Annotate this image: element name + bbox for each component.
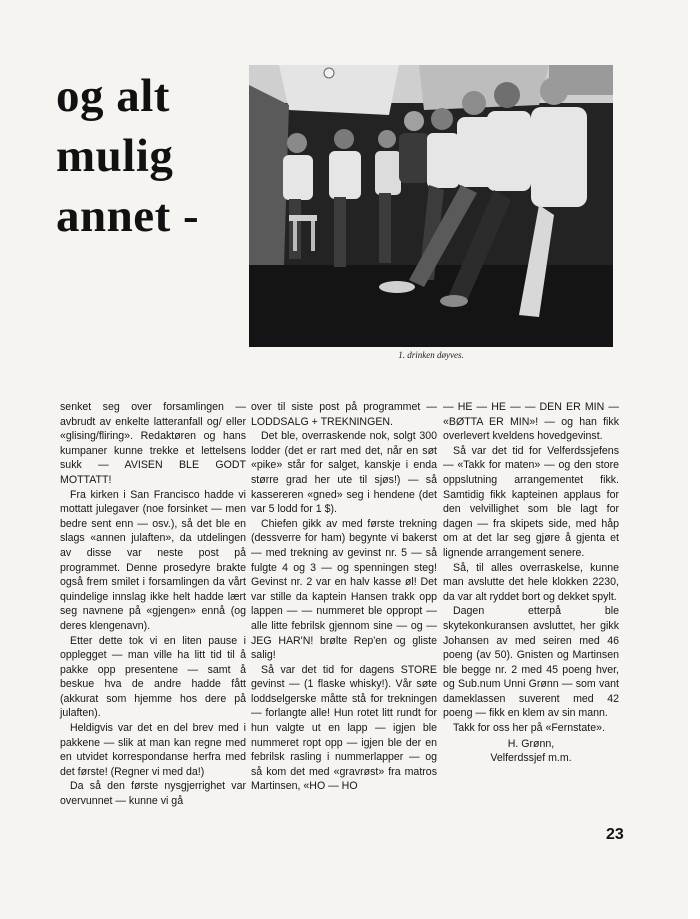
article-column-3 — [443, 400, 619, 766]
crew-photo-image — [249, 65, 613, 347]
paragraph: Så var det tid for dagens STORE gevinst — (1 flaske whisky!). Vår søte loddselgerske måtte stå for trekningen — forlangte alle! Hun rotet litt rundt for hun valgte ut en lapp — igjen ble nummeret ropt opp — igjen ble der en febrilsk rasling i nummerlapper — og så kom det med «gravrøst» fra matros Martinsen, «HO — HO — [251, 663, 437, 793]
paragraph: Dagen etterpå ble skytekonkuransen avsluttet, her gikk Johansen av med seiren med 46 poeng (av 50). Gnisten og Martinsen ble begge nr. 2 med 45 poeng hver, og Sub.num Unni Grønn — som vant dameklassen suverent med 42 poeng — fikk en klem av sin mann. — [443, 605, 619, 720]
paragraph: over til siste post på programmet — LODDSALG + TREKNINGEN. — [251, 401, 437, 428]
article-column-2 — [251, 400, 437, 794]
article-headline — [56, 66, 236, 246]
headline-line-2: mulig — [56, 130, 174, 182]
page-edge — [688, 0, 700, 919]
paragraph: — HE — HE — — DEN ER MIN — «BØTTA ER MIN»! — og han fikk overlevert kveldens hovedgevinst. — [443, 401, 619, 443]
paragraph: Så var det tid for Velferdssjefens — «Takk for maten» — og den store oppslutning arrangementet fikk. Samtidig fikk kapteinen applaus for den velvillighet som ble lagt for dagen — fra skipets side, med håp om at det lar seg gjøre å gjenta et lignende arrangement senere. — [443, 444, 619, 559]
paragraph: Fra kirken i San Francisco hadde vi mottatt julegaver (noe forsinket — men bedre sent enn — osv.), så det ble en slags «annen julaften», da utdelingen av disse var neste post på programmet. Denne prosedyre brakte også frem smilet i forsamlingen da vårt quindelige innslag ikke helt hadde lært seg navnene på «gjengen» ennå (og deres klengenavn). — [60, 488, 246, 632]
author-title: Velferdssjef m.m. — [490, 752, 572, 765]
page-number: 23 — [606, 826, 624, 843]
paragraph: Det ble, overraskende nok, solgt 300 lodder (det er rart med det, når en søt «pike» står for salget, kanskje i enda større grad her ute til sjøs!) — så kassereren «gned» seg i hendene (det var 5 lodd for 1 $). — [251, 430, 437, 516]
article-column-1 — [60, 400, 246, 809]
photo-caption: 1. drinken døyves. — [398, 350, 464, 360]
crew-photo — [249, 65, 613, 347]
paragraph: Etter dette tok vi en liten pause i opplegget — man ville ha litt tid til å pakke opp presentene — samt å beskue hva de andre hadde fått (akkurat som hjemme hos dere på julaften). — [60, 634, 246, 720]
headline-line-1: og alt — [56, 70, 170, 122]
paragraph: Da så den første nysgjerrighet var overvunnet — kunne vi gå — [60, 780, 246, 808]
author-name: H. Grønn, — [507, 737, 555, 750]
paragraph: Så, til alles overraskelse, kunne man avslutte det hele klokken 2230, da var alt ryddet bort og dekket spylt. — [443, 561, 619, 603]
paragraph: senket seg over forsamlingen — avbrudt av enkelte latteranfall og/ eller «glising/fliring». Redaktøren og hans kumpaner kunne trekke et lettelsens sukk — AVISEN BLE GODT MOTTATT! — [60, 401, 246, 486]
paragraph: Takk for oss her på «Fernstate». — [453, 722, 605, 735]
paragraph: Heldigvis var det en del brev med i pakkene — slik at man kan regne med en utvidet korrespondanse herfra med det første! (Regner vi med da!) — [60, 722, 246, 778]
paragraph: Chiefen gikk av med første trekning (dessverre for ham) begynte vi bakerst — med trekning av gevinst nr. 5 — så fulgte 4 og 3 — og spenningen steg! Gevinst nr. 2 var en halv kasse øl! Det var stille da kaptein Hansen trakk opp lappen — — nummeret ble oppropt — alle litte febrilsk gjennom sine — og — JEG HAR'N! brølte Rep'en og gliste salig! — [251, 517, 437, 662]
headline-line-3: annet - — [56, 190, 200, 242]
author-signature — [443, 737, 619, 766]
